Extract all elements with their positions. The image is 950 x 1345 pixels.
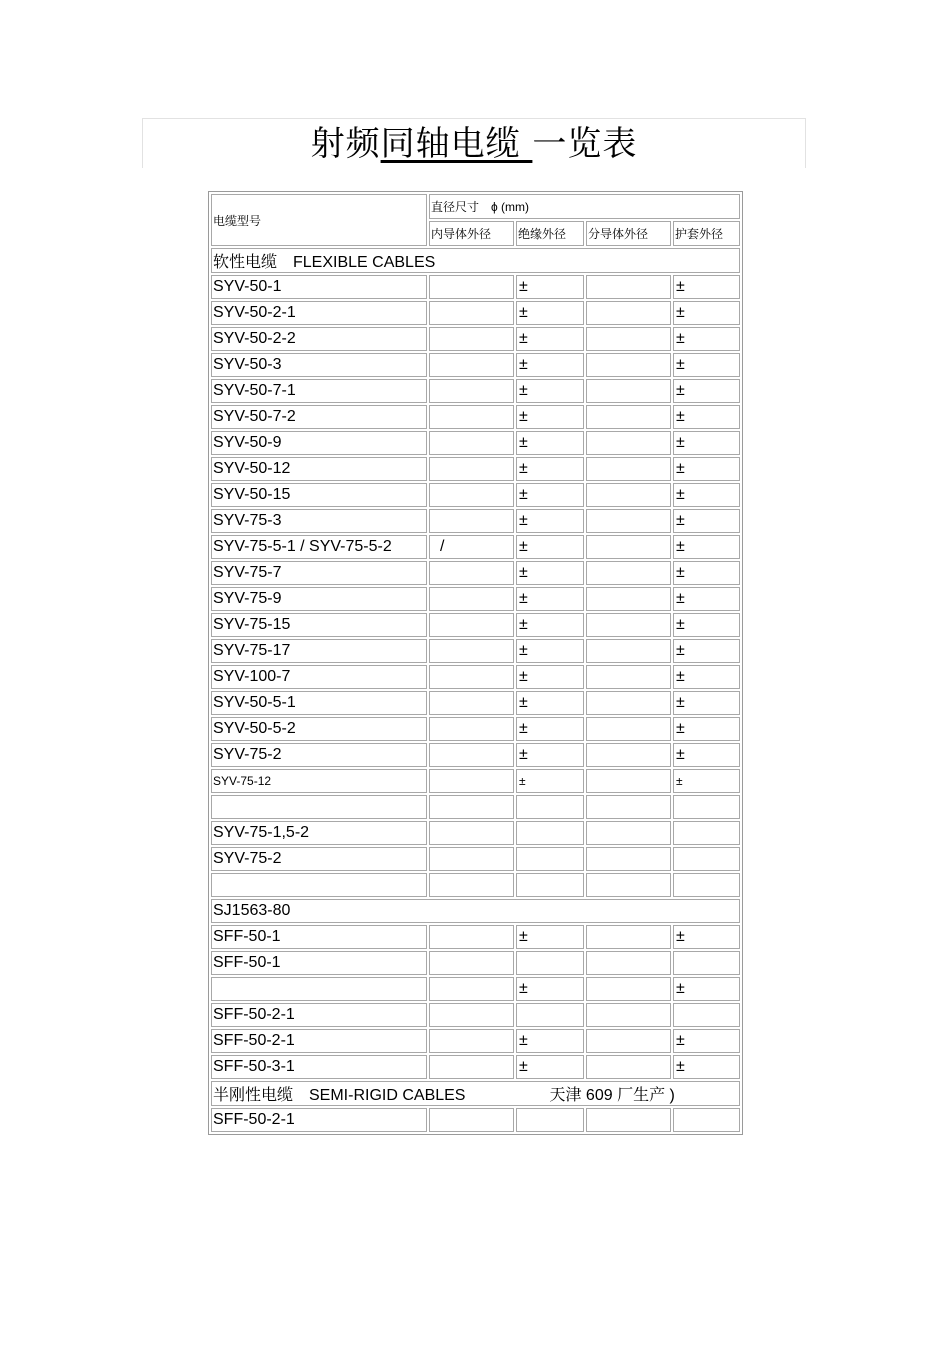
cell-insulation: ± [516, 353, 584, 377]
cell-model: SFF-50-1 [211, 925, 427, 949]
table-row [211, 587, 740, 611]
cell-inner [429, 405, 514, 429]
cell-shield [586, 769, 671, 793]
cell-jacket: ± [673, 717, 740, 741]
table-row [211, 821, 740, 845]
cell-model: SYV-75-5-1 / SYV-75-5-2 [211, 535, 427, 559]
title-part-underlined: 同轴电缆 [380, 124, 533, 164]
cell-model: SYV-100-7 [211, 665, 427, 689]
cell-inner [429, 665, 514, 689]
cell-model: SYV-75-2 [211, 743, 427, 767]
cell-jacket: ± [673, 353, 740, 377]
cell-insulation: ± [516, 587, 584, 611]
cell-shield [586, 431, 671, 455]
cell-shield [586, 873, 671, 897]
cell-shield [586, 535, 671, 559]
cell-shield [586, 379, 671, 403]
cell-model: SYV-50-7-1 [211, 379, 427, 403]
page-title [311, 124, 638, 164]
cell-shield [586, 1108, 671, 1132]
cell-jacket: ± [673, 769, 740, 793]
cell-jacket: ± [673, 327, 740, 351]
cell-jacket: ± [673, 457, 740, 481]
cell-model: SYV-75-1,5-2 [211, 821, 427, 845]
cell-shield [586, 795, 671, 819]
cell-inner [429, 925, 514, 949]
title-part-1: 射频 [310, 124, 381, 164]
cell-shield [586, 405, 671, 429]
section-label [211, 248, 740, 273]
cell-insulation [516, 1003, 584, 1027]
cell-inner [429, 1003, 514, 1027]
table-row [211, 561, 740, 585]
cell-shield [586, 509, 671, 533]
cell-jacket: ± [673, 639, 740, 663]
cell-insulation: ± [516, 457, 584, 481]
cell-jacket [673, 873, 740, 897]
cell-inner [429, 639, 514, 663]
cell-insulation: ± [516, 561, 584, 585]
cell-inner [429, 457, 514, 481]
cell-model: SYV-50-12 [211, 457, 427, 481]
cell-inner [429, 1055, 514, 1079]
cell-model: SYV-75-2 [211, 847, 427, 871]
cell-shield [586, 613, 671, 637]
cell-shield [586, 1003, 671, 1027]
section-row [211, 1081, 740, 1106]
table-row [211, 379, 740, 403]
cell-shield [586, 977, 671, 1001]
cell-jacket [673, 1003, 740, 1027]
cell-jacket: ± [673, 535, 740, 559]
table-row [211, 405, 740, 429]
cell-model [211, 873, 427, 897]
cell-model: SYV-75-17 [211, 639, 427, 663]
table-row [211, 691, 740, 715]
cell-jacket: ± [673, 977, 740, 1001]
cell-jacket: ± [673, 379, 740, 403]
cell-insulation [516, 873, 584, 897]
cell-insulation: ± [516, 925, 584, 949]
cell-model: SYV-75-7 [211, 561, 427, 585]
table-row [211, 483, 740, 507]
table-row [211, 665, 740, 689]
cell-shield [586, 951, 671, 975]
cell-inner [429, 717, 514, 741]
cell-inner [429, 379, 514, 403]
cell-jacket: ± [673, 509, 740, 533]
cell-inner [429, 327, 514, 351]
cell-jacket: ± [673, 691, 740, 715]
cell-jacket: ± [673, 1055, 740, 1079]
header-row-1 [211, 194, 740, 219]
table-row [211, 431, 740, 455]
table-row [211, 327, 740, 351]
cell-inner [429, 613, 514, 637]
table-row [211, 743, 740, 767]
cell-inner [429, 431, 514, 455]
cell-insulation [516, 821, 584, 845]
header-model: 电缆型号 [211, 194, 427, 246]
cell-shield [586, 665, 671, 689]
table-row [211, 639, 740, 663]
table-row [211, 951, 740, 975]
table-row [211, 873, 740, 897]
cell-insulation: ± [516, 275, 584, 299]
cell-inner [429, 1029, 514, 1053]
cell-jacket [673, 951, 740, 975]
cell-jacket [673, 821, 740, 845]
table-row [211, 795, 740, 819]
cell-jacket: ± [673, 587, 740, 611]
cell-model: SYV-50-3 [211, 353, 427, 377]
cell-inner [429, 587, 514, 611]
cell-insulation: ± [516, 301, 584, 325]
cell-shield [586, 483, 671, 507]
cell-insulation: ± [516, 509, 584, 533]
title-part-3: 一览表 [532, 124, 638, 164]
cell-insulation: ± [516, 743, 584, 767]
cell-inner [429, 821, 514, 845]
cell-shield [586, 561, 671, 585]
table-row [211, 535, 740, 559]
cell-jacket: ± [673, 483, 740, 507]
table-row [211, 847, 740, 871]
cell-jacket: ± [673, 405, 740, 429]
table-row [211, 1029, 740, 1053]
header-inner: 内导体外径 [429, 221, 514, 246]
cell-shield [586, 925, 671, 949]
table-row [211, 1108, 740, 1132]
cell-jacket: ± [673, 431, 740, 455]
cell-insulation: ± [516, 405, 584, 429]
cell-inner [429, 743, 514, 767]
section-label [211, 1081, 740, 1106]
section-label [211, 899, 740, 923]
cell-jacket: ± [673, 561, 740, 585]
cell-insulation: ± [516, 1055, 584, 1079]
cell-shield [586, 691, 671, 715]
table-row [211, 275, 740, 299]
cell-model [211, 977, 427, 1001]
header-insulation: 绝缘外径 [516, 221, 584, 246]
cell-jacket [673, 1108, 740, 1132]
cell-inner [429, 691, 514, 715]
cell-model: SFF-50-2-1 [211, 1108, 427, 1132]
cell-model: SYV-75-12 [211, 769, 427, 793]
cable-table-wrapper [208, 191, 741, 1135]
cell-insulation [516, 847, 584, 871]
cell-shield [586, 639, 671, 663]
cell-shield [586, 587, 671, 611]
cell-insulation [516, 795, 584, 819]
title-bar [142, 118, 806, 168]
table-row [211, 925, 740, 949]
header-shield: 分导体外径 [586, 221, 671, 246]
cell-jacket: ± [673, 275, 740, 299]
cell-model: SYV-75-9 [211, 587, 427, 611]
table-row [211, 977, 740, 1001]
cell-jacket [673, 795, 740, 819]
cell-jacket: ± [673, 743, 740, 767]
table-row [211, 301, 740, 325]
cell-shield [586, 275, 671, 299]
cell-inner [429, 353, 514, 377]
section-note: 天津 609 厂生产 ) [549, 1087, 675, 1104]
cell-model: SFF-50-3-1 [211, 1055, 427, 1079]
cell-insulation: ± [516, 691, 584, 715]
header-jacket: 护套外径 [673, 221, 740, 246]
cell-insulation: ± [516, 665, 584, 689]
cell-insulation: ± [516, 639, 584, 663]
cell-inner [429, 483, 514, 507]
cell-inner [429, 977, 514, 1001]
cell-model: SYV-75-15 [211, 613, 427, 637]
cell-shield [586, 327, 671, 351]
cell-shield [586, 1029, 671, 1053]
cell-insulation: ± [516, 483, 584, 507]
cell-insulation: ± [516, 613, 584, 637]
cell-model: SYV-50-1 [211, 275, 427, 299]
table-row [211, 1003, 740, 1027]
cell-inner [429, 795, 514, 819]
section-row [211, 899, 740, 923]
cell-model: SFF-50-2-1 [211, 1029, 427, 1053]
table-row [211, 769, 740, 793]
cell-model: SFF-50-2-1 [211, 1003, 427, 1027]
cell-shield [586, 847, 671, 871]
cell-model [211, 795, 427, 819]
cell-insulation [516, 951, 584, 975]
section-title: 半刚性电缆 SEMI-RIGID CABLES [213, 1087, 466, 1104]
cell-inner: / [429, 535, 514, 559]
table-row [211, 613, 740, 637]
table-row [211, 353, 740, 377]
cell-inner [429, 873, 514, 897]
table-row [211, 717, 740, 741]
cell-shield [586, 717, 671, 741]
cell-shield [586, 821, 671, 845]
section-row [211, 248, 740, 273]
cell-jacket [673, 847, 740, 871]
cell-inner [429, 275, 514, 299]
cell-model: SYV-50-2-1 [211, 301, 427, 325]
cell-jacket: ± [673, 301, 740, 325]
cell-model: SYV-50-15 [211, 483, 427, 507]
cell-inner [429, 951, 514, 975]
cell-inner [429, 1108, 514, 1132]
cell-insulation: ± [516, 977, 584, 1001]
table-row [211, 1055, 740, 1079]
header-dimension: 直径尺寸 ϕ (mm) [429, 194, 740, 219]
cell-shield [586, 301, 671, 325]
section-title: SJ1563-80 [213, 902, 291, 919]
table-row [211, 457, 740, 481]
cell-insulation: ± [516, 431, 584, 455]
cell-model: SYV-50-2-2 [211, 327, 427, 351]
cell-inner [429, 561, 514, 585]
cell-insulation: ± [516, 379, 584, 403]
cell-insulation: ± [516, 1029, 584, 1053]
cell-jacket: ± [673, 613, 740, 637]
cell-inner [429, 769, 514, 793]
cell-model: SYV-75-3 [211, 509, 427, 533]
cell-shield [586, 743, 671, 767]
cell-inner [429, 301, 514, 325]
cell-insulation: ± [516, 535, 584, 559]
cell-jacket: ± [673, 1029, 740, 1053]
cell-model: SYV-50-5-1 [211, 691, 427, 715]
cell-model: SFF-50-1 [211, 951, 427, 975]
table-body [211, 194, 740, 1132]
cell-insulation: ± [516, 717, 584, 741]
cell-inner [429, 847, 514, 871]
cell-jacket: ± [673, 665, 740, 689]
cell-shield [586, 353, 671, 377]
table-row [211, 509, 740, 533]
cell-insulation: ± [516, 327, 584, 351]
cell-insulation: ± [516, 769, 584, 793]
cell-jacket: ± [673, 925, 740, 949]
cable-table [208, 191, 743, 1135]
cell-shield [586, 457, 671, 481]
cell-shield [586, 1055, 671, 1079]
cell-insulation [516, 1108, 584, 1132]
cell-inner [429, 509, 514, 533]
cell-model: SYV-50-5-2 [211, 717, 427, 741]
cell-model: SYV-50-9 [211, 431, 427, 455]
cell-model: SYV-50-7-2 [211, 405, 427, 429]
section-title: 软性电缆 FLEXIBLE CABLES [213, 254, 436, 271]
